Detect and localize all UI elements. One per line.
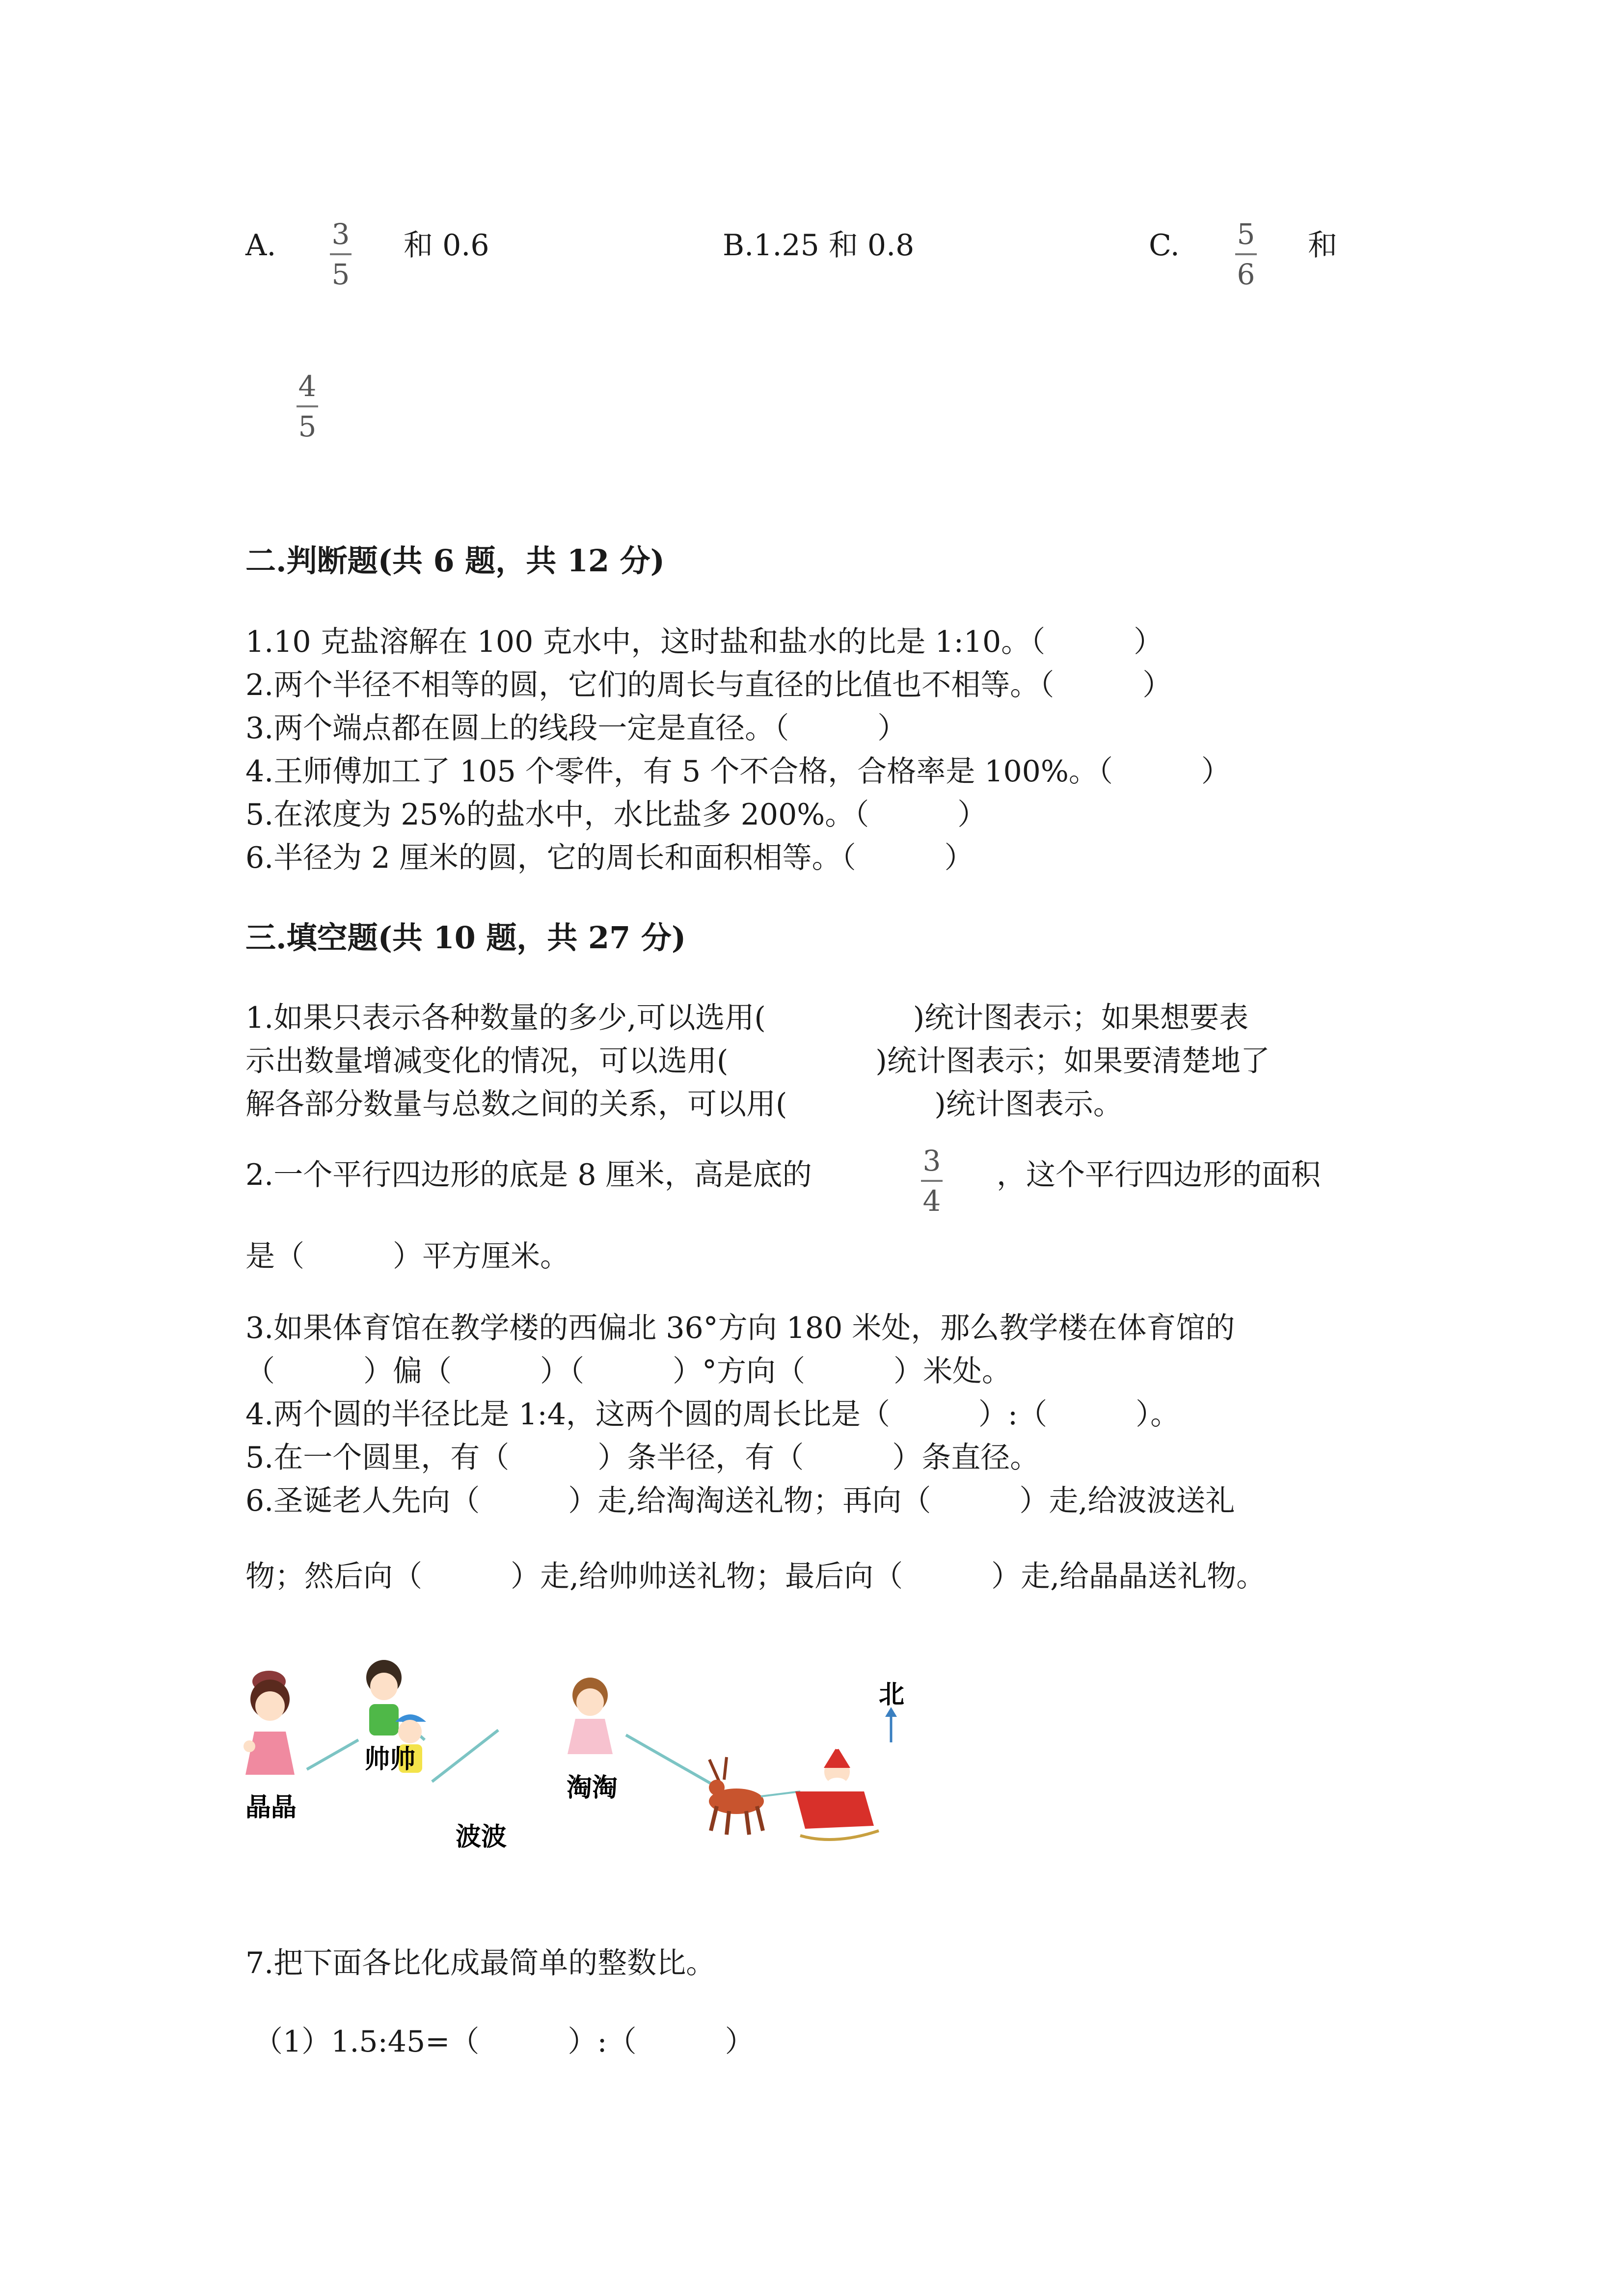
option-b-text: B.1.25 和 0.8: [723, 228, 915, 263]
fraction-numerator: 3: [331, 217, 350, 251]
fraction-denominator: 5: [331, 258, 350, 291]
option-a-text: 和 0.6: [404, 228, 489, 263]
judge-item-3: 3.两个端点都在圆上的线段一定是直径。（ ）: [245, 711, 907, 746]
shuaishuai-label: 帅帅: [364, 1745, 416, 1774]
option-a-label: A.: [245, 228, 276, 263]
taotao-figure: [568, 1678, 613, 1754]
fraction-numerator: 3: [922, 1144, 941, 1177]
fill-q5: 5.在一个圆里，有（ ）条半径，有（ ）条直径。: [245, 1441, 1040, 1475]
fill-q1-line3: 解各部分数量与总数之间的关系，可以用( )统计图表示。: [245, 1087, 1123, 1121]
section3-heading: 三.填空题(共 10 题，共 27 分): [245, 920, 686, 956]
jingjing-figure: [244, 1671, 295, 1775]
fill-q1-line1: 1.如果只表示各种数量的多少,可以选用( )统计图表示；如果想要表: [245, 1001, 1249, 1035]
fill-q6-line2: 物；然后向（ ）走,给帅帅送礼物；最后向（ ）走,给晶晶送礼物。: [245, 1559, 1266, 1594]
fraction-denominator: 4: [922, 1184, 941, 1218]
santa-route-illustration: [241, 1659, 928, 1865]
santa-sleigh-figure: [709, 1741, 879, 1840]
fraction-denominator: 6: [1237, 258, 1255, 291]
judge-item-2: 2.两个半径不相等的圆，它们的周长与直径的比值也不相等。（ ）: [245, 668, 1172, 702]
fill-q7: 7.把下面各比化成最简单的整数比。: [245, 1946, 716, 1980]
fill-q2-line2: 是（ ）平方厘米。: [245, 1239, 569, 1274]
fraction-numerator: 5: [1237, 217, 1255, 251]
fraction-denominator: 5: [298, 410, 317, 443]
fill-q7-1: （1）1.5:45=（ ）:（ ）: [253, 2025, 755, 2059]
north-label: 北: [879, 1680, 905, 1709]
option-c-fraction-2: [297, 372, 318, 441]
judge-item-4: 4.王师傅加工了 105 个零件，有 5 个不合格，合格率是 100%。（ ）: [245, 754, 1231, 789]
taotao-label: 淘淘: [567, 1773, 618, 1803]
judge-item-6: 6.半径为 2 厘米的圆，它的周长和面积相等。（ ）: [245, 841, 974, 875]
section2-heading: 二.判断题(共 6 题，共 12 分): [245, 543, 665, 579]
option-c-fraction: [1235, 217, 1257, 291]
option-c-text: 和: [1308, 228, 1337, 263]
fill-q3-line2: （ ）偏（ ）（ ）°方向（ ）米处。: [245, 1354, 1011, 1388]
fill-q2-fraction: [921, 1144, 943, 1218]
judge-item-1: 1.10 克盐溶解在 100 克水中，这时盐和盐水的比是 1:10。（ ）: [245, 625, 1164, 659]
option-a-fraction: [330, 217, 352, 291]
bobo-label: 波波: [456, 1822, 507, 1852]
fill-q2-text: 2.一个平行四边形的底是 8 厘米，高是底的: [245, 1158, 812, 1192]
fill-q4: 4.两个圆的半径比是 1:4，这两个圆的周长比是（ ）:（ ）。: [245, 1397, 1180, 1432]
fraction-numerator: 4: [298, 370, 317, 403]
option-c-label: C.: [1149, 228, 1180, 263]
shuaishuai-figure: [366, 1660, 402, 1735]
jingjing-label: 晶晶: [245, 1793, 297, 1822]
fill-q2-text-after: ，这个平行四边形的面积: [997, 1158, 1321, 1192]
fill-q6-line1: 6.圣诞老人先向（ ）走,给淘淘送礼物；再向（ ）走,给波波送礼: [245, 1484, 1235, 1518]
north-arrow-icon: [885, 1707, 897, 1742]
fill-q3-line1: 3.如果体育馆在教学楼的西偏北 36°方向 180 米处，那么教学楼在体育馆的: [245, 1311, 1235, 1345]
fill-q1-line2: 示出数量增减变化的情况，可以选用( )统计图表示；如果要清楚地了: [245, 1044, 1270, 1078]
judge-item-5: 5.在浓度为 25%的盐水中，水比盐多 200%。（ ）: [245, 798, 987, 832]
